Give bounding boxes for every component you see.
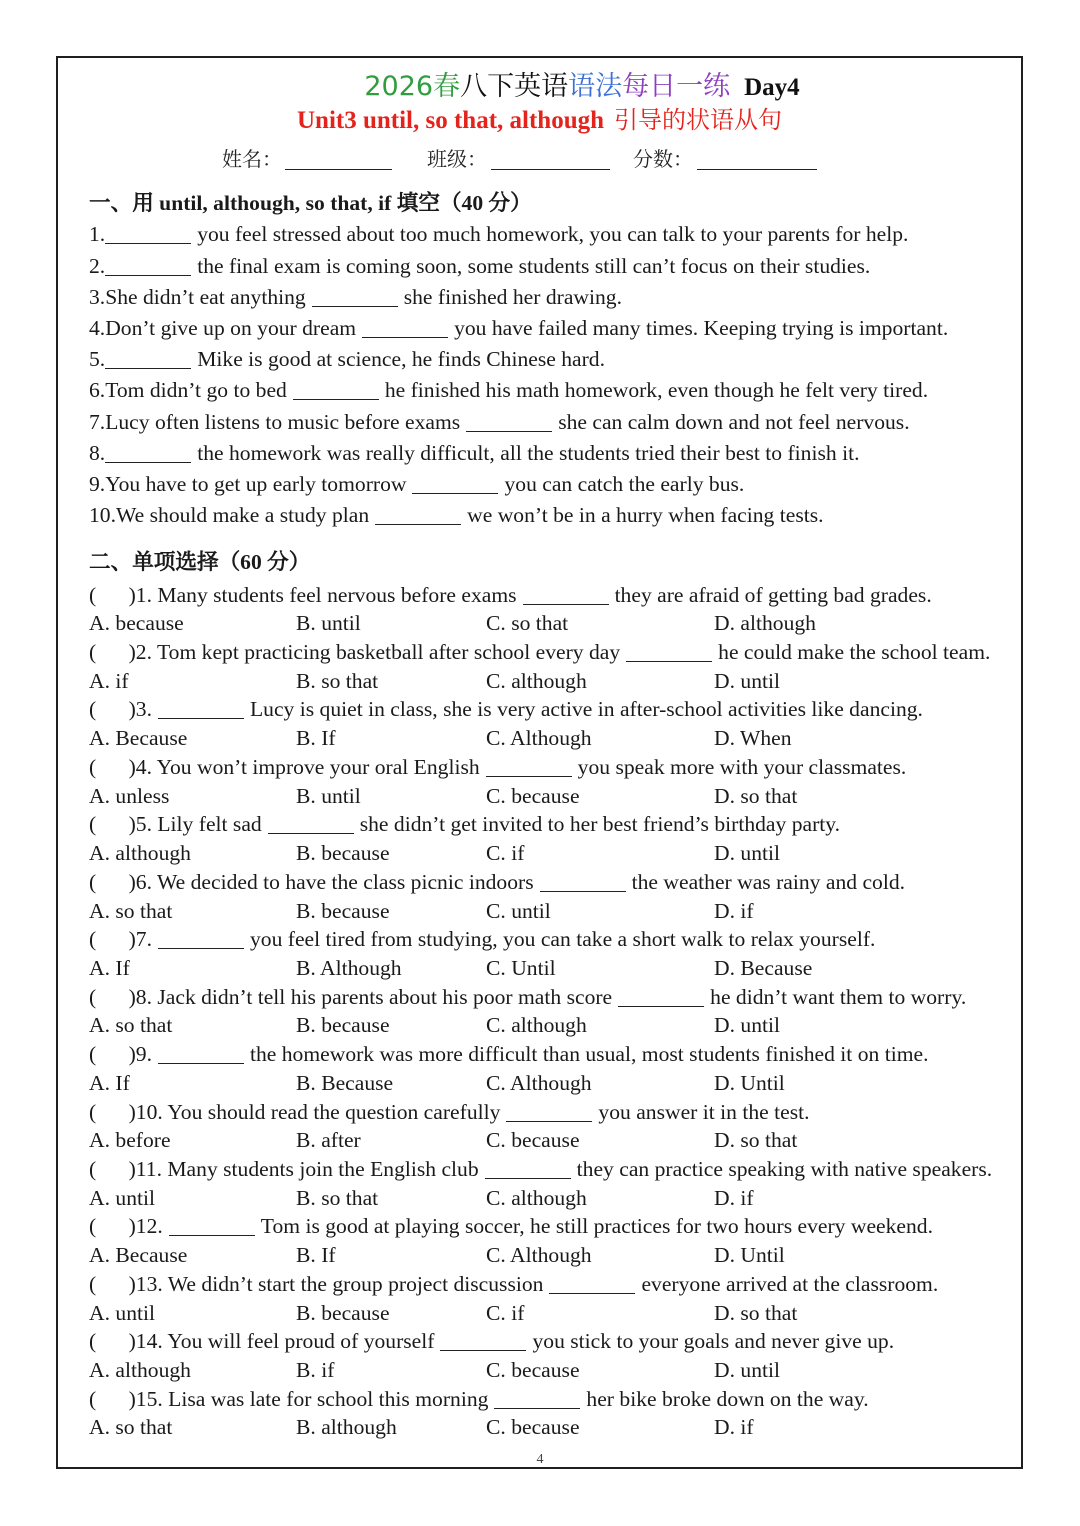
- option-a: A. if: [89, 668, 129, 693]
- choice-options: [89, 1184, 992, 1213]
- fill-question: [89, 344, 948, 375]
- option-a: A. until: [89, 1300, 155, 1325]
- name-blank: [285, 169, 392, 170]
- answer-blank: [549, 1293, 635, 1294]
- choice-question-stem: [89, 1270, 992, 1299]
- option-c: C. although: [486, 1013, 587, 1038]
- option-c: C. so that: [486, 611, 569, 636]
- option-a: A. If: [89, 1070, 130, 1095]
- choice-question-stem: [89, 925, 992, 954]
- title-day: Day4: [744, 74, 800, 101]
- choice-options: [89, 1069, 992, 1098]
- option-c: C. although: [486, 668, 587, 693]
- question-text-before: ( )14. You will feel proud of yourself: [89, 1329, 435, 1354]
- question-text-after: you feel stressed about too much homework, you can talk to your parents for help.: [197, 222, 909, 247]
- option-c: C. because: [486, 1128, 580, 1153]
- title-topic: 语法: [568, 71, 623, 102]
- option-d: D. Because: [714, 955, 813, 980]
- question-text-before: ( )6. We decided to have the class picnic indoors: [89, 869, 534, 894]
- choice-options: [89, 839, 992, 868]
- question-text-after: he didn’t want them to worry.: [710, 984, 967, 1009]
- answer-blank: [540, 891, 626, 892]
- option-d: D. so that: [714, 783, 798, 808]
- question-text-after: she can calm down and not feel nervous.: [558, 409, 910, 434]
- option-d: D. until: [714, 1013, 780, 1038]
- title-daily: 每日一练: [622, 71, 731, 102]
- title-year-season: 2026春: [364, 71, 461, 102]
- score-label: 分数：: [633, 149, 693, 171]
- answer-blank: [375, 524, 461, 525]
- question-text-after: you answer it in the test.: [598, 1099, 810, 1124]
- question-text-before: ( )1. Many students feel nervous before exams: [89, 582, 517, 607]
- title-grade-subject: 八下英语: [460, 71, 569, 102]
- answer-blank: [506, 1121, 592, 1122]
- option-c: C. Although: [486, 1070, 592, 1095]
- fill-question: [89, 375, 948, 406]
- choice-options: [89, 1299, 992, 1328]
- choice-question-stem: [89, 1327, 992, 1356]
- answer-blank: [362, 337, 448, 338]
- question-text-before: ( )4. You won’t improve your oral English: [89, 754, 480, 779]
- subtitle-chinese: 引导的状语从句: [614, 108, 783, 134]
- question-text-after: she didn’t get invited to her best friend’s birthday party.: [359, 812, 841, 837]
- answer-blank: [523, 604, 609, 605]
- answer-blank: [158, 948, 244, 949]
- choice-question-stem: [89, 868, 992, 897]
- choice-options: [89, 897, 992, 926]
- worksheet-subtitle: [279, 104, 800, 138]
- question-text-after: Lucy is quiet in class, she is very active in after-school activities like dancing.: [249, 697, 923, 722]
- option-b: B. Although: [296, 955, 402, 980]
- choice-question-stem: [89, 695, 992, 724]
- question-text-before: ( )2. Tom kept practicing basketball after school every day: [89, 640, 621, 665]
- option-b: B. until: [296, 783, 361, 808]
- choice-options: [89, 1241, 992, 1270]
- answer-blank: [158, 718, 244, 719]
- question-text-before: 10.We should make a study plan: [89, 503, 370, 528]
- answer-blank: [618, 1006, 704, 1007]
- option-b: B. If: [296, 726, 336, 751]
- answer-blank: [105, 243, 191, 244]
- question-text-before: 9.You have to get up early tomorrow: [89, 471, 407, 496]
- fill-in-questions: [89, 219, 948, 531]
- question-text-before: ( )7.: [89, 927, 152, 952]
- choice-question-stem: [89, 810, 992, 839]
- choice-options: [89, 1011, 992, 1040]
- fill-question: [89, 282, 948, 313]
- question-text-before: 4.Don’t give up on your dream: [89, 315, 357, 340]
- question-text-before: ( )3.: [89, 697, 152, 722]
- question-text-before: ( )10. You should read the question carefully: [89, 1099, 501, 1124]
- question-text-after: the weather was rainy and cold.: [631, 869, 906, 894]
- option-d: D. if: [714, 898, 754, 923]
- choice-options: [89, 1356, 992, 1385]
- choice-question-stem: [89, 983, 992, 1012]
- question-text-after: you stick to your goals and never give up.: [532, 1329, 895, 1354]
- choice-question-stem: [89, 753, 992, 782]
- option-c: C. Although: [486, 726, 592, 751]
- option-d: D. When: [714, 726, 792, 751]
- choice-options: [89, 609, 992, 638]
- option-a: A. although: [89, 1358, 191, 1382]
- option-a: A. so that: [89, 898, 173, 923]
- answer-blank: [105, 462, 191, 463]
- option-b: B. because: [296, 1300, 390, 1325]
- option-a: A. although: [89, 841, 191, 866]
- answer-blank: [485, 1178, 571, 1179]
- option-b: B. after: [296, 1128, 361, 1153]
- question-text-before: ( )13. We didn’t start the group project discussion: [89, 1271, 544, 1296]
- choice-question-stem: [89, 1155, 992, 1184]
- option-d: D. although: [714, 611, 816, 636]
- choice-question-stem: [89, 1385, 992, 1414]
- answer-blank: [105, 275, 191, 276]
- answer-blank: [440, 1350, 526, 1351]
- answer-blank: [626, 661, 712, 662]
- question-text-before: 6.Tom didn’t go to bed: [89, 378, 287, 403]
- question-text-before: 8.: [89, 440, 106, 465]
- option-c: C. until: [486, 898, 551, 923]
- question-text-after: everyone arrived at the classroom.: [641, 1271, 939, 1296]
- choice-options: [89, 1413, 992, 1442]
- question-text-after: you have failed many times. Keeping trying is important.: [454, 315, 949, 340]
- question-text-after: Mike is good at science, he finds Chinese hard.: [197, 347, 605, 372]
- option-c: C. although: [486, 1185, 587, 1210]
- option-d: D. so that: [714, 1300, 798, 1325]
- option-d: D. if: [714, 1185, 754, 1210]
- question-text-before: 3.She didn’t eat anything: [89, 284, 306, 309]
- choice-options: [89, 954, 992, 983]
- class-blank: [491, 169, 610, 170]
- option-d: D. until: [714, 841, 780, 866]
- name-label: 姓名：: [222, 149, 282, 171]
- answer-blank: [312, 306, 398, 307]
- question-text-after: the homework was more difficult than usual, most students finished it on time.: [249, 1042, 929, 1067]
- option-a: A. because: [89, 611, 184, 636]
- question-text-after: you speak more with your classmates.: [577, 754, 907, 779]
- section1-heading: 一、用 until, although, so that, if 填空（40 分）: [89, 191, 532, 215]
- option-c: C. Until: [486, 955, 556, 980]
- choice-question-stem: [89, 1098, 992, 1127]
- answer-blank: [293, 399, 379, 400]
- choice-options: [89, 667, 992, 696]
- fill-question: [89, 251, 948, 282]
- option-a: A. unless: [89, 783, 170, 808]
- question-text-before: ( )12.: [89, 1214, 163, 1239]
- question-text-after: the final exam is coming soon, some students still can’t focus on their studies.: [197, 253, 871, 278]
- option-a: A. so that: [89, 1013, 173, 1038]
- question-text-before: 5.: [89, 347, 106, 372]
- option-b: B. if: [296, 1358, 335, 1382]
- option-c: C. if: [486, 1300, 525, 1325]
- option-b: B. so that: [296, 1185, 379, 1210]
- choice-options: [89, 1126, 992, 1155]
- answer-blank: [486, 776, 572, 777]
- worksheet-title: [330, 68, 834, 106]
- multiple-choice-questions: [89, 581, 992, 1443]
- option-a: A. until: [89, 1185, 155, 1210]
- question-text-before: ( )15. Lisa was late for school this morning: [89, 1386, 489, 1411]
- option-a: A. before: [89, 1128, 171, 1153]
- question-text-after: they are afraid of getting bad grades.: [614, 582, 932, 607]
- fill-question: [89, 313, 948, 344]
- section2-heading: 二、单项选择（60 分）: [89, 550, 311, 574]
- question-text-after: she finished her drawing.: [403, 284, 622, 309]
- fill-question: [89, 500, 948, 531]
- option-d: D. if: [714, 1415, 754, 1440]
- subtitle-english: Unit3 until, so that, although: [296, 107, 605, 134]
- answer-blank: [105, 368, 191, 369]
- option-d: D. Until: [714, 1243, 785, 1268]
- question-text-before: ( )11. Many students join the English club: [89, 1156, 479, 1181]
- fill-question: [89, 469, 948, 500]
- option-b: B. until: [296, 611, 361, 636]
- question-text-before: 1.: [89, 222, 106, 247]
- answer-blank: [466, 431, 552, 432]
- choice-options: [89, 724, 992, 753]
- option-b: B. Because: [296, 1070, 394, 1095]
- option-b: B. because: [296, 898, 390, 923]
- answer-blank: [158, 1063, 244, 1064]
- answer-blank: [412, 493, 498, 494]
- option-c: C. because: [486, 1415, 580, 1440]
- question-text-before: ( )9.: [89, 1042, 152, 1067]
- question-text-after: the homework was really difficult, all the students tried their best to finish it.: [197, 440, 860, 465]
- fill-question: [89, 219, 948, 250]
- score-blank: [697, 169, 817, 170]
- option-b: B. although: [296, 1415, 397, 1440]
- option-c: C. because: [486, 783, 580, 808]
- question-text-after: you feel tired from studying, you can take a short walk to relax yourself.: [249, 927, 876, 952]
- question-text-before: ( )5. Lily felt sad: [89, 812, 262, 837]
- question-text-after: they can practice speaking with native speakers.: [576, 1156, 993, 1181]
- option-b: B. because: [296, 1013, 390, 1038]
- option-c: C. Although: [486, 1243, 592, 1268]
- question-text-before: ( )8. Jack didn’t tell his parents about his poor math score: [89, 984, 613, 1009]
- choice-question-stem: [89, 1212, 992, 1241]
- option-d: D. so that: [714, 1128, 798, 1153]
- option-a: A. so that: [89, 1415, 173, 1440]
- option-a: A. Because: [89, 726, 188, 751]
- question-text-before: 2.: [89, 253, 106, 278]
- choice-question-stem: [89, 581, 992, 610]
- fill-question: [89, 407, 948, 438]
- option-b: B. because: [296, 841, 390, 866]
- fill-question: [89, 438, 948, 469]
- question-text-after: you can catch the early bus.: [504, 471, 745, 496]
- option-b: B. so that: [296, 668, 379, 693]
- choice-question-stem: [89, 638, 992, 667]
- question-text-before: 7.Lucy often listens to music before exams: [89, 409, 461, 434]
- option-c: C. if: [486, 841, 525, 866]
- option-d: D. until: [714, 1358, 780, 1382]
- answer-blank: [169, 1235, 255, 1236]
- option-a: A. Because: [89, 1243, 188, 1268]
- question-text-after: her bike broke down on the way.: [586, 1386, 869, 1411]
- page-number: 4: [536, 1452, 544, 1467]
- option-a: A. If: [89, 955, 130, 980]
- option-b: B. If: [296, 1243, 336, 1268]
- option-c: C. because: [486, 1358, 580, 1382]
- question-text-after: he could make the school team.: [718, 640, 991, 665]
- question-text-after: we won’t be in a hurry when facing tests.: [467, 503, 824, 528]
- option-d: D. Until: [714, 1070, 785, 1095]
- class-label: 班级：: [427, 149, 487, 171]
- answer-blank: [268, 833, 354, 834]
- question-text-after: Tom is good at playing soccer, he still practices for two hours every weekend.: [260, 1214, 933, 1239]
- option-d: D. until: [714, 668, 780, 693]
- answer-blank: [494, 1408, 580, 1409]
- choice-options: [89, 782, 992, 811]
- question-text-after: he finished his math homework, even though he felt very tired.: [384, 378, 929, 403]
- choice-question-stem: [89, 1040, 992, 1069]
